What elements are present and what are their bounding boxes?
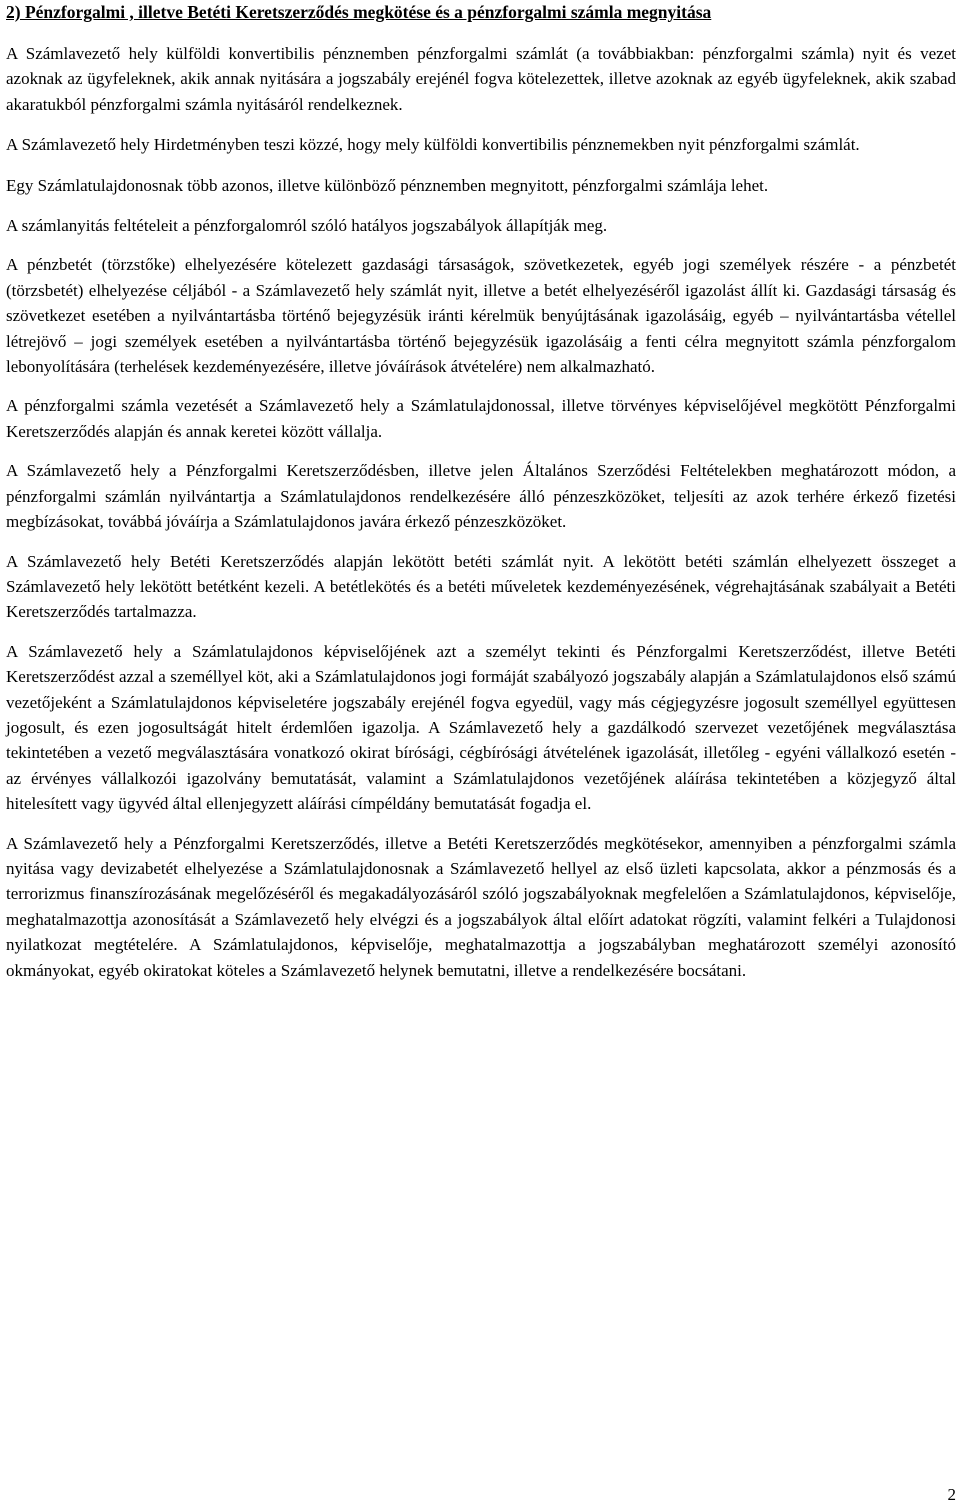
paragraph-representative: A Számlavezető hely a Számlatulajdonos képviselőjének azt a személyt tekinti és Pénzforgalmi Keretszerződést, illetve Betéti Keretszerződést azzal a személlyel köt, aki a Számlatulajdonos jogi formáját szabályozó jogszabály alapján a Számlatulajdonos első számú vezetőjeként a Számlatulajdonos képviseletére jogszabály erejénél fogva egyedül, vagy más cégjegyzésre jogosult személlyel együttesen jogosult, és ezen jogosultságát hitelt érdemlően igazolja. A Számlavezető hely a gazdálkodó szervezet vezetőjének megválasztása tekintetében a vezető megválasztására vonatkozó okirat bírósági, cégbírósági átvételének igazolását, illetőleg - egyéni vállalkozó esetén - az érvényes vállalkozói igazolvány bemutatását, valamint a Számlatulajdonos vezetőjének aláírása tekintetében a közjegyző által hitelesített vagy ügyvéd által ellenjegyzett aláírási címpéldány bemutatását fogadja el. bbox=[6, 641, 956, 814]
document-page bbox=[6, 0, 956, 983]
page-number: 2 bbox=[947, 1485, 956, 1504]
paragraph-conditions: A számlanyitás feltételeit a pénzforgalomról szóló hatályos jogszabályok állapítják meg. bbox=[6, 216, 608, 236]
paragraph-identification: A Számlavezető hely a Pénzforgalmi Keretszerződés, illetve a Betéti Keretszerződés megkötésekor, amennyiben a pénzforgalmi számla nyitása vagy devizabetét elhelyezése a Számlatulajdonosnak a Számlavezető hellyel az első üzleti kapcsolata, akkor a pénzmosás és a terrorizmus finanszírozásának megelőzéséről és megakadályozásáról szóló jogszabályoknak megfelelően a Számlatulajdonos, képviselője, meghatalmazottja azonosítását a Számlavezető hely elvégzi és a jogszabályok által előírt adatokat rögzíti, valamint felkéri a Tulajdonosi nyilatkozat megtételére. A Számlatulajdonos, képviselője, meghatalmazottja a jogszabályban meghatározott személyi azonosító okmányokat, egyéb okiratokat köteles a Számlavezető helynek bemutatni, illetve a rendelkezésére bocsátani. bbox=[6, 833, 956, 980]
paragraph-account-management: A pénzforgalmi számla vezetését a Számlavezető hely a Számlatulajdonossal, illetve törvényes képviselőjével megkötött Pénzforgalmi Keretszerződés alapján és annak keretei között vállalja. bbox=[6, 396, 956, 441]
paragraph-funds-records: A Számlavezető hely a Pénzforgalmi Keretszerződésben, illetve jelen Általános Szerződési Feltételekben meghatározott módon, a pénzforgalmi számlán nyilvántartja a Számlatulajdonos rendelkezésére álló pénzeszközöket, teljesíti az azok terhére érkező fizetési megbízásokat, továbbá jóváírja a Számlatulajdonos javára érkező pénzeszközöket. bbox=[6, 461, 956, 532]
paragraph-capital-deposit: A pénzbetét (törzstőke) elhelyezésére kötelezett gazdasági társaságok, szövetkezetek, egyéb jogi személyek részére - a pénzbetét (törzsbetét) elhelyezése céljából - a Számlavezető hely számlát nyit, illetve a betét elhelyezéséről igazolást állít ki. Gazdasági társaság és szövetkezet esetében a nyilvántartásba történő bejegyzésük iránti kérelmük benyújtásának igazolásáig, egyéb – nyilvántartásba vétellel létrejövő – jogi személyek esetében a nyilvántartásba történő bejegyzésük igazolásáig a fenti célra megnyitott számla pénzforgalom lebonyolítására (terhelések kezdeményezésére, illetve jóváírások átvételére) nem alkalmazható. bbox=[6, 255, 956, 377]
section-heading: 2) Pénzforgalmi , illetve Betéti Keretszerződés megkötése és a pénzforgalmi számla megnyitása bbox=[6, 2, 712, 22]
paragraph-fixed-deposit: A Számlavezető hely Betéti Keretszerződés alapján lekötött betéti számlát nyit. A lekötött betéti számlán elhelyezett összeget a Számlavezető hely lekötött betétként kezeli. A betétlekötés és a betéti műveletek kezdeményezésének, végrehajtásának szabályait a Betéti Keretszerződés tartalmazza. bbox=[6, 551, 956, 622]
paragraph-announcement: A Számlavezető hely Hirdetményben teszi közzé, hogy mely külföldi konvertibilis pénznemekben nyit pénzforgalmi számlát. bbox=[6, 135, 860, 155]
paragraph-multiple-accounts: Egy Számlatulajdonosnak több azonos, illetve különböző pénznemben megnyitott, pénzforgalmi számlája lehet. bbox=[6, 175, 769, 195]
paragraph-account-opening: A Számlavezető hely külföldi konvertibilis pénznemben pénzforgalmi számlát (a továbbiakban: pénzforgalmi számla) nyit és vezet azoknak az ügyfeleknek, akik annak nyitására a jogszabály erejénél fogva kötelezettek, illetve azoknak az egyéb ügyfeleknek, akik szabad akaratukból pénzforgalmi számla nyitásáról rendelkeznek. bbox=[6, 44, 956, 114]
